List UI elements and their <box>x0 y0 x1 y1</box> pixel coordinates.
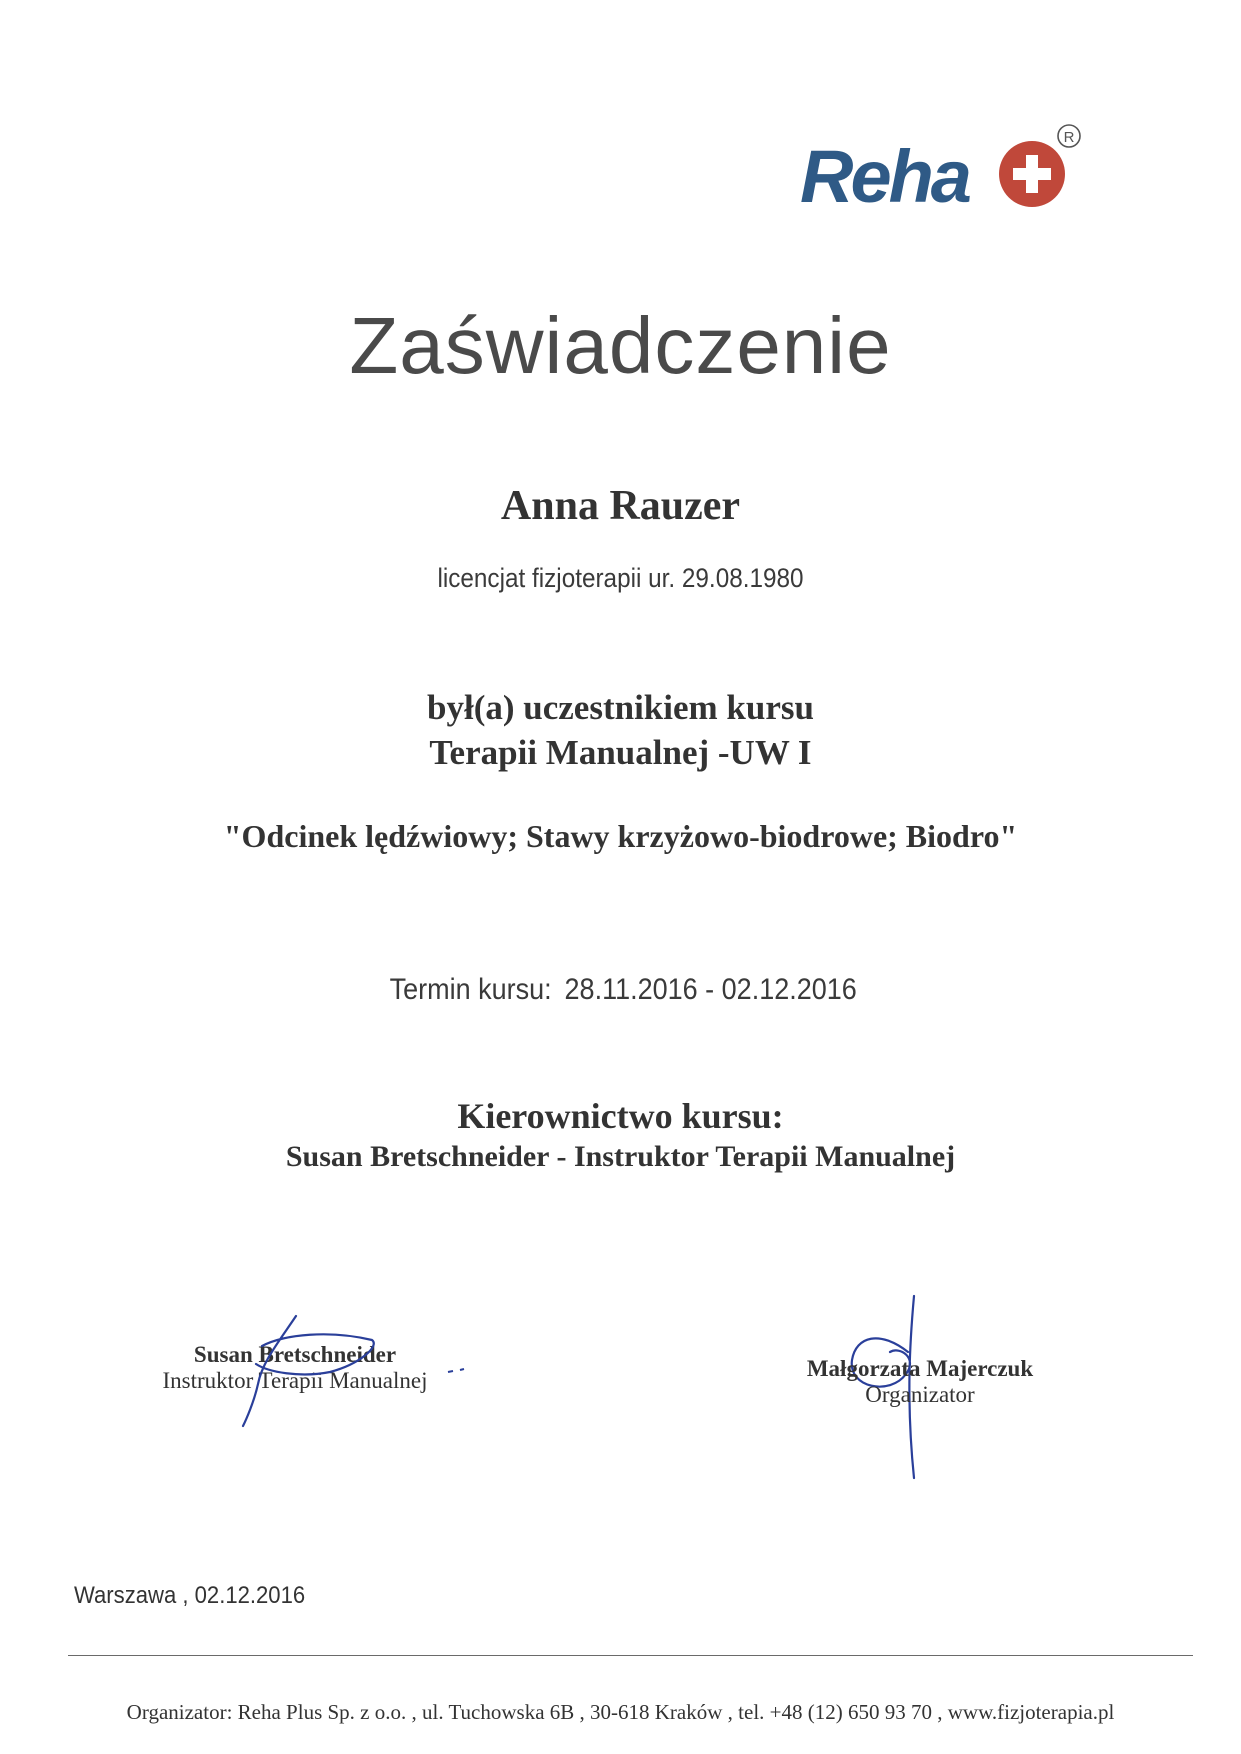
reha-logo-graphic <box>796 118 1086 218</box>
course-term <box>62 973 1179 1007</box>
leadership-title: Kierownictwo kursu: <box>457 1096 784 1136</box>
organizer-role: Organizator <box>865 1382 975 1407</box>
course-topic: "Odcinek lędźwiowy; Stawy krzyżowo-biodrowe; Biodro" <box>223 818 1018 854</box>
recipient-details: licencjat fizjoterapii ur. 29.08.1980 <box>437 563 804 593</box>
course-participation: był(a) uczestnikiem kursu <box>427 688 814 727</box>
certificate-title: Zaświadczenie <box>349 301 892 390</box>
footer-divider <box>68 1655 1193 1656</box>
signature-block-organizer <box>770 1356 1070 1408</box>
instructor-name: Susan Bretschneider <box>193 1342 397 1367</box>
logo-wordmark: Reha <box>800 135 969 218</box>
course-name: Terapii Manualnej -UW I <box>429 733 812 772</box>
term-dates: 28.11.2016 - 02.12.2016 <box>564 973 857 1006</box>
reha-plus-logo <box>796 118 1086 218</box>
signature-block-instructor <box>130 1342 460 1394</box>
organizer-name: Małgorzata Majerczuk <box>806 1356 1034 1381</box>
term-label: Termin kursu: <box>389 973 552 1006</box>
place-and-date: Warszawa , 02.12.2016 <box>74 1582 306 1609</box>
instructor-role: Instruktor Terapii Manualnej <box>162 1368 428 1393</box>
registered-mark: R <box>1063 129 1075 146</box>
recipient-name: Anna Rauzer <box>500 483 741 529</box>
organizer-footer: Organizator: Reha Plus Sp. z o.o. , ul. Tuchowska 6B , 30-618 Kraków , tel. +48 (12) 650 93 70 , www.fizjoterapia.pl <box>126 1700 1115 1724</box>
leadership-person: Susan Bretschneider - Instruktor Terapii Manualnej <box>285 1140 956 1173</box>
